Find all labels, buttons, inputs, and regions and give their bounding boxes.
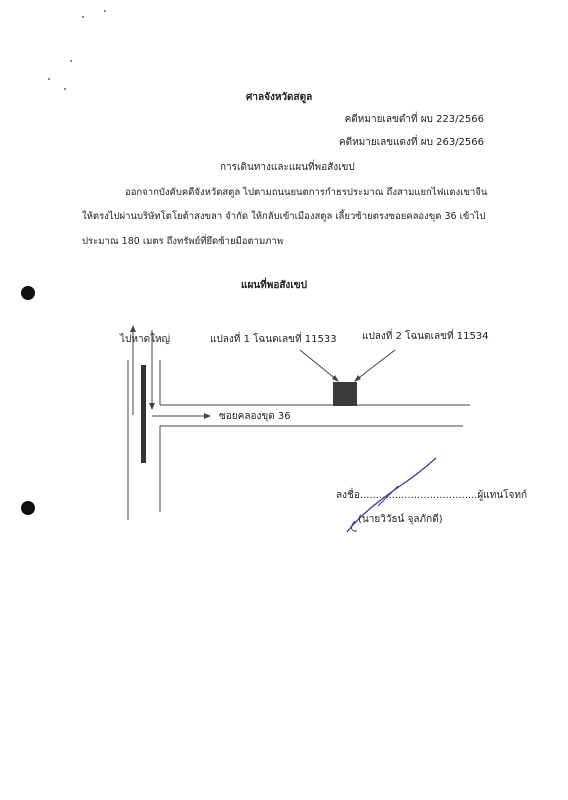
directions-line-2: ให้ตรงไปผ่านบริษัทโตโยต้าสงขลา จำกัด ให้กลับเข้าเมืองสตูล เลี้ยวซ้ายตรงซอยคลองขุด 36 เข้าไป [82,211,486,222]
arrow-down-head [149,403,155,410]
section-heading: การเดินทางและแผนที่พอสังเขป [220,162,355,173]
red-case-number: คดีหมายเลขแดงที่ ผบ 263/2566 [338,137,484,148]
map-title: แผนที่พอสังเขป [241,280,307,291]
to-hatyai-label: ไปหาดใหญ่ [120,334,171,345]
signatory-name: (นายวิวัธน์ จุลภักดี) [358,514,443,525]
signature-line: ลงชื่อ.....................................ผู้แทนโจทก์ [336,490,528,501]
arrow-up-head [130,325,136,332]
plot1-label: แปลงที่ 1 โฉนดเลขที่ 11533 [210,334,337,345]
plot2-label: แปลงที่ 2 โฉนดเลขที่ 11534 [362,331,489,342]
arrow-right-head [204,413,211,419]
black-case-number: คดีหมายเลขดำที่ ผบ 223/2566 [344,114,484,125]
pointer-plot1 [300,350,337,380]
pointer-plot1-head [332,375,339,382]
soi-label: ซอยคลองขุด 36 [219,411,291,422]
directions-line-3: ประมาณ 180 เมตร ถึงทรัพย์ที่ยึดซ้ายมือตามภาพ [82,236,284,247]
directions-line-1: ออกจากบังคับคดีจังหวัดสตูล ไปตามถนนยนตการกำธรประมาณ ถึงสามแยกไฟแดงเขาจีน [125,187,488,198]
pointer-plot2-head [354,375,361,382]
court-name: ศาลจังหวัดสตูล [246,92,313,103]
road-median [141,365,146,463]
property-plot [333,382,357,406]
pointer-plot2 [356,350,395,380]
